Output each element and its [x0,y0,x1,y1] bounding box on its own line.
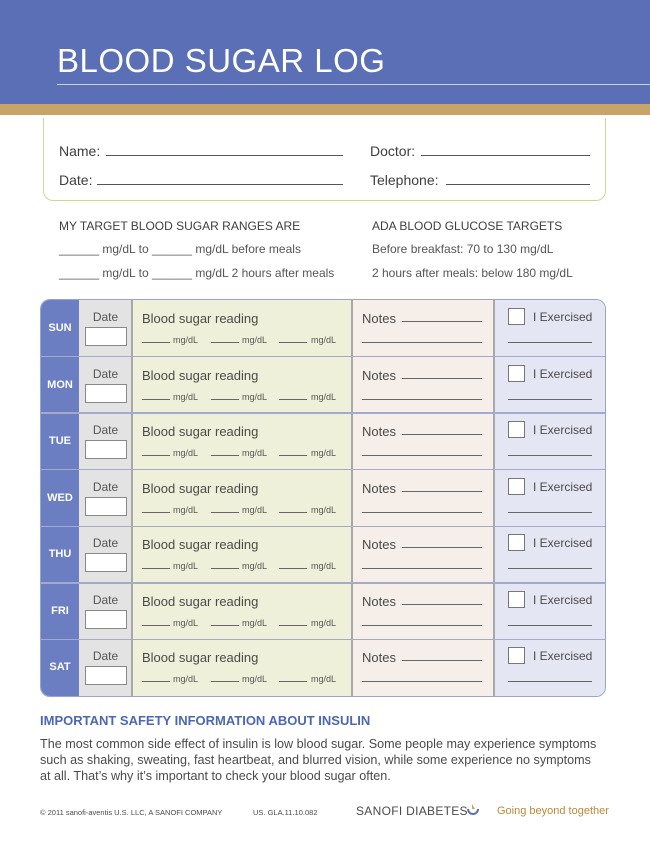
ada-targets-title: ADA BLOOD GLUCOSE TARGETS [372,219,563,233]
reading-label: Blood sugar reading [142,537,259,553]
notes-field[interactable] [362,455,482,456]
exercise-notes-field[interactable] [508,681,592,682]
notes-label: Notes [362,311,396,326]
day-label: SUN [48,322,72,334]
notes-label: Notes [362,424,396,440]
notes-field[interactable] [362,625,482,626]
notes-label: Notes [362,480,396,496]
safety-title: IMPORTANT SAFETY INFORMATION ABOUT INSULIN [40,713,371,728]
date-input[interactable] [85,327,127,346]
unit-label: mg/dL [173,391,199,402]
reading-field[interactable] [211,455,239,456]
reading-label: Blood sugar reading [142,480,259,496]
column-divider [351,300,353,696]
unit-label: mg/dL [311,391,337,402]
unit-label: mg/dL [173,448,199,459]
reading-field[interactable] [142,568,170,569]
date-label: Date [92,423,119,438]
unit-label: mg/dL [311,335,337,345]
row-divider [41,412,605,414]
date-label: Date: [59,172,93,188]
reading-field[interactable] [142,681,170,682]
date-label: Date [92,536,119,551]
exercise-label: I Exercised [533,366,593,381]
exercise-notes-field[interactable] [508,512,592,513]
notes-field[interactable] [402,604,482,605]
date-input[interactable] [85,384,127,403]
reading-label: Blood sugar reading [142,593,259,609]
exercise-label: I Exercised [533,592,593,607]
reading-label: Blood sugar reading [142,424,259,440]
copyright: © 2011 sanofi-aventis U.S. LLC, A SANOFI COMPANY [40,808,223,817]
day-label: FRI [51,604,69,617]
notes-field[interactable] [402,378,482,379]
date-input[interactable] [85,553,127,572]
exercise-label: I Exercised [533,479,593,494]
reading-label: Blood sugar reading [142,311,259,326]
notes-field[interactable] [362,681,482,682]
exercise-notes-field[interactable] [508,455,592,456]
date-label: Date [92,649,119,664]
page-title: BLOOD SUGAR LOG [57,42,386,79]
unit-label: mg/dL [173,335,199,345]
reading-field[interactable] [279,681,307,682]
reading-field[interactable] [211,568,239,569]
exercise-label: I Exercised [533,423,593,438]
date-label: Date [92,366,119,381]
reading-field[interactable] [142,399,170,400]
exercise-notes-field[interactable] [508,342,592,343]
unit-label: mg/dL [242,561,268,572]
day-label: WED [47,491,73,504]
unit-label: mg/dL [173,504,199,515]
unit-label: mg/dL [173,617,199,628]
date-field[interactable] [97,184,343,185]
notes-label: Notes [362,537,396,553]
name-field[interactable] [106,155,343,156]
notes-column [351,300,494,696]
unit-label: mg/dL [242,391,268,402]
unit-label: mg/dL [311,674,337,685]
header-rule [57,84,650,85]
notes-label: Notes [362,650,396,666]
row-divider [41,526,605,528]
name-label: Name: [59,143,101,159]
exercise-notes-field[interactable] [508,625,592,626]
reading-field[interactable] [211,681,239,682]
reading-field[interactable] [279,625,307,626]
notes-field[interactable] [402,547,482,548]
exercise-notes-field[interactable] [508,568,592,569]
unit-label: mg/dL [311,561,337,572]
exercise-label: I Exercised [533,649,593,664]
sanofi-logo-icon [465,801,481,817]
notes-field[interactable] [362,399,482,400]
date-input[interactable] [85,666,127,685]
header-banner [0,0,650,104]
exercise-column [494,300,605,696]
reading-column [132,300,351,696]
my-target-after-meals: ______ mg/dL to ______ mg/dL 2 hours after meals [59,266,335,280]
gold-divider [0,104,650,115]
doctor-field[interactable] [421,155,590,156]
day-label: THU [48,548,72,561]
exercise-checkbox[interactable] [508,478,525,495]
day-label: MON [47,378,73,391]
safety-body: The most common side effect of insulin is low blood sugar. Some people may experience symptoms such as shaking, sweating, fast heartbeat, and blurred vision, while some experience no symptoms at all. That’s why it’s important to check your blood sugar often. [40,737,597,783]
exercise-checkbox[interactable] [508,534,525,551]
unit-label: mg/dL [242,335,268,345]
reading-field[interactable] [279,512,307,513]
date-input[interactable] [85,497,127,516]
reading-field[interactable] [142,342,170,343]
date-label: Date [92,592,119,607]
reading-field[interactable] [211,625,239,626]
notes-field[interactable] [402,491,482,492]
tagline: Going beyond together [497,805,609,817]
row-divider [41,639,605,641]
patient-info-box [43,118,606,201]
ada-before-breakfast: Before breakfast: 70 to 130 mg/dL [372,242,554,256]
exercise-checkbox[interactable] [508,421,525,438]
date-input[interactable] [85,610,127,629]
exercise-checkbox[interactable] [508,365,525,382]
brand-name: SANOFI DIABETES [356,804,468,818]
notes-field[interactable] [362,342,482,343]
day-label: TUE [49,435,71,448]
day-label: SAT [49,661,71,674]
reading-field[interactable] [279,399,307,400]
weekly-log-grid [40,299,606,697]
notes-label: Notes [362,593,396,609]
reading-field[interactable] [142,512,170,513]
reading-field[interactable] [211,399,239,400]
notes-field[interactable] [402,660,482,661]
reading-field[interactable] [142,625,170,626]
unit-label: mg/dL [173,561,199,572]
reading-field[interactable] [279,455,307,456]
notes-field[interactable] [362,568,482,569]
row-divider [41,469,605,471]
exercise-checkbox[interactable] [508,591,525,608]
telephone-field[interactable] [446,184,590,185]
notes-field[interactable] [402,321,482,322]
document-code: US. GLA.11.10.082 [253,808,318,817]
unit-label: mg/dL [311,617,337,628]
row-divider [41,582,605,584]
unit-label: mg/dL [173,674,199,685]
unit-label: mg/dL [311,448,337,459]
notes-field[interactable] [402,434,482,435]
reading-label: Blood sugar reading [142,650,259,666]
unit-label: mg/dL [242,448,268,459]
reading-field[interactable] [211,512,239,513]
my-target-before-meals: ______ mg/dL to ______ mg/dL before meals [59,242,301,256]
my-targets-title: MY TARGET BLOOD SUGAR RANGES ARE [59,219,301,233]
exercise-checkbox[interactable] [508,308,525,325]
notes-label: Notes [362,367,396,383]
row-divider [41,356,605,358]
reading-field[interactable] [142,455,170,456]
unit-label: mg/dL [311,504,337,515]
notes-field[interactable] [362,512,482,513]
exercise-checkbox[interactable] [508,647,525,664]
exercise-label: I Exercised [533,536,593,551]
date-label: Date [92,479,119,494]
date-input[interactable] [85,440,127,459]
doctor-label: Doctor: [370,143,416,159]
unit-label: mg/dL [242,617,268,628]
reading-field[interactable] [279,342,307,343]
reading-field[interactable] [211,342,239,343]
reading-field[interactable] [279,568,307,569]
exercise-label: I Exercised [533,310,593,324]
telephone-label: Telephone: [370,172,439,188]
unit-label: mg/dL [242,504,268,515]
exercise-notes-field[interactable] [508,399,592,400]
column-divider [493,300,495,696]
date-label: Date [92,310,119,324]
unit-label: mg/dL [242,674,268,685]
column-divider [131,300,133,696]
ada-after-meals: 2 hours after meals: below 180 mg/dL [372,266,573,280]
reading-label: Blood sugar reading [142,367,259,383]
